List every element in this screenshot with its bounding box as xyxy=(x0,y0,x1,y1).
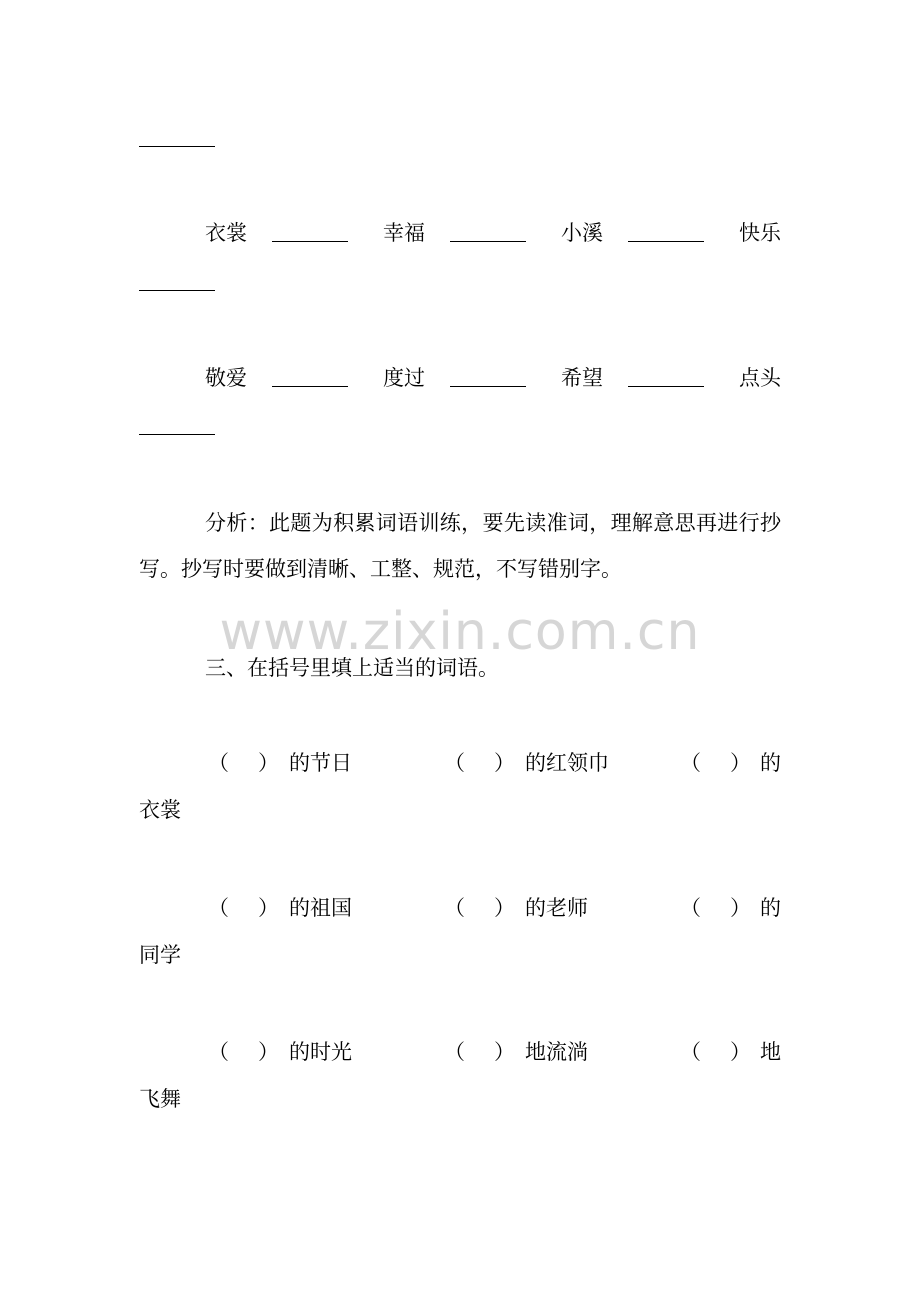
blank-line xyxy=(628,386,704,387)
phrase-wrap: 同学 xyxy=(139,943,181,967)
paren-open: （ xyxy=(208,896,229,920)
word-item: 小溪 xyxy=(561,221,603,245)
paren-close: ） xyxy=(730,751,751,775)
phrase-text: 的 xyxy=(760,751,781,775)
phrase-text: 的祖国 xyxy=(289,896,352,920)
paren-open: （ xyxy=(680,896,701,920)
phrase-text: 的老师 xyxy=(525,896,588,920)
phrase-text: 的红领巾 xyxy=(525,751,609,775)
blank-line xyxy=(139,290,215,291)
blank-line xyxy=(272,241,348,242)
phrase-text: 地流淌 xyxy=(525,1040,588,1064)
word-item: 幸福 xyxy=(383,221,425,245)
paren-open: （ xyxy=(444,751,465,775)
paren-open: （ xyxy=(680,1040,701,1064)
paren-open: （ xyxy=(208,751,229,775)
blank-line xyxy=(450,386,526,387)
phrase-wrap: 衣裳 xyxy=(139,798,181,822)
watermark: www.zixin.com.cn xyxy=(219,602,701,662)
paren-close: ） xyxy=(730,896,751,920)
word-item: 衣裳 xyxy=(205,221,247,245)
paren-close: ） xyxy=(258,896,279,920)
phrase-text: 的节日 xyxy=(289,751,352,775)
paren-close: ） xyxy=(258,751,279,775)
paren-open: （ xyxy=(444,1040,465,1064)
phrase-text: 的 xyxy=(760,896,781,920)
word-item: 点头 xyxy=(739,366,781,390)
paren-close: ） xyxy=(494,896,515,920)
word-item: 快乐 xyxy=(739,221,781,245)
paren-close: ） xyxy=(730,1040,751,1064)
phrase-text: 地 xyxy=(760,1040,781,1064)
blank-line xyxy=(628,241,704,242)
paren-close: ） xyxy=(494,751,515,775)
phrase-text: 的时光 xyxy=(289,1040,352,1064)
blank-line xyxy=(272,386,348,387)
paren-close: ） xyxy=(494,1040,515,1064)
blank-line xyxy=(139,434,215,435)
word-item: 敬爱 xyxy=(205,366,247,390)
paren-open: （ xyxy=(444,896,465,920)
blank-line xyxy=(450,241,526,242)
analysis-paragraph: 分析：此题为积累词语训练，要先读准词，理解意思再进行抄写。抄写时要做到清晰、工整、规范，不写错别字。 xyxy=(139,511,781,581)
paren-open: （ xyxy=(680,751,701,775)
section-title: 三、在括号里填上适当的词语。 xyxy=(205,656,499,680)
blank-line xyxy=(139,146,215,147)
paren-close: ） xyxy=(258,1040,279,1064)
phrase-wrap: 飞舞 xyxy=(139,1087,181,1111)
paren-open: （ xyxy=(208,1040,229,1064)
word-item: 希望 xyxy=(561,366,603,390)
word-item: 度过 xyxy=(383,366,425,390)
